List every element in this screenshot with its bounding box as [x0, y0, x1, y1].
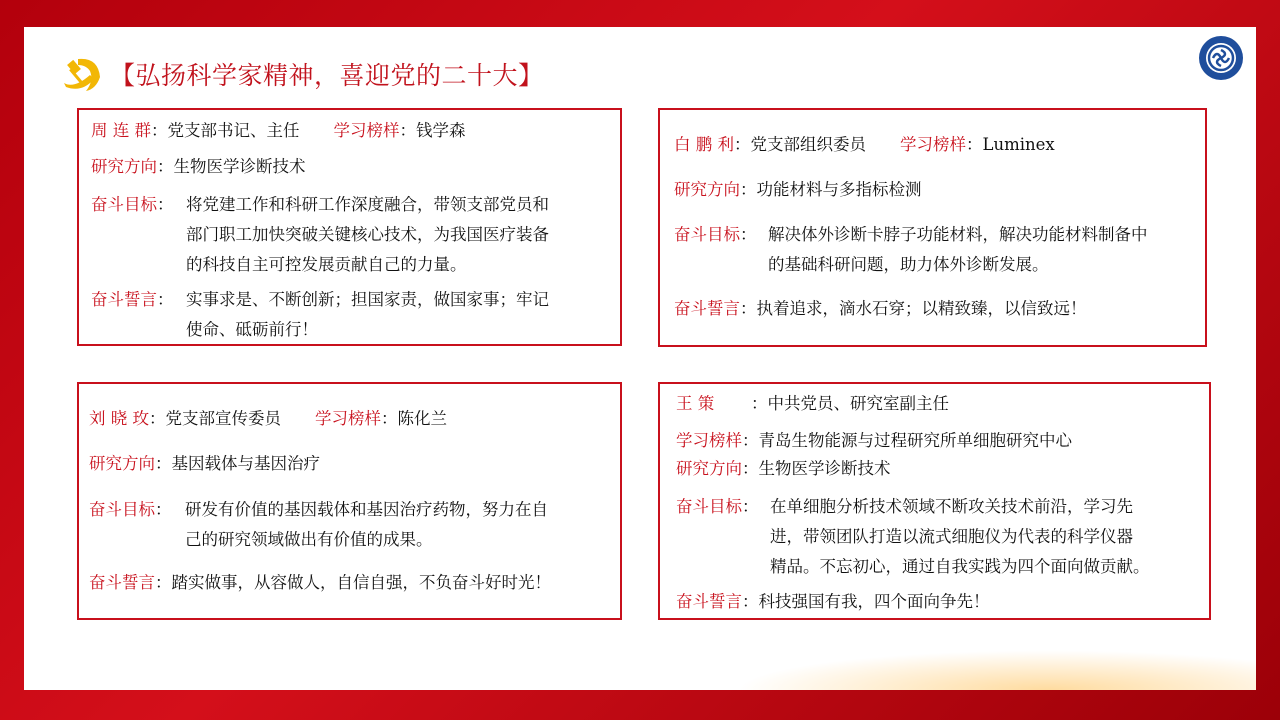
goal-label: 奋斗目标	[676, 497, 742, 516]
oath-line: 实事求是、不断创新；担国家责，做国家事；牢记	[186, 290, 549, 309]
goal-line: 解决体外诊断卡脖子功能材料，解决功能材料制备中	[768, 225, 1148, 244]
oath-label: 奋斗誓言	[91, 290, 157, 309]
member-role: 中共党员、研究室副主任	[767, 394, 949, 413]
goal-line: 己的研究领域做出有价值的成果。	[185, 530, 433, 549]
direction-label: 研究方向	[91, 157, 157, 176]
oath-label: 奋斗誓言	[674, 299, 740, 318]
member-name: 刘 晓 玫	[89, 409, 149, 428]
model-label: 学习榜样	[676, 431, 742, 450]
model-value: Luminex	[982, 135, 1055, 154]
direction-value: 功能材料与多指标检测	[756, 180, 922, 199]
member-card-4: 王 策 ： 中共党员、研究室副主任 学习榜样 ： 青岛生物能源与过程研究所单细胞研究中心 研究方向 ： 生物医学诊断技术 奋斗目标 ： 在单细胞分析技术领域不断攻关技术前沿，学习先 进，带领团队打造以流式细胞仪为代表的科学仪器 精品。不忘初心，通过自我实践为四个面向做贡献。 奋斗誓言 ： 科技强国有我，四个面向争先！	[658, 382, 1211, 620]
goal-line: 部门职工加快突破关键核心技术，为我国医疗装备	[186, 225, 549, 244]
party-emblem-icon	[60, 53, 106, 95]
goal-label: 奋斗目标	[89, 500, 155, 519]
oath-line: 踏实做事，从容做人，自信自强，不负奋斗好时光！	[171, 573, 551, 592]
goal-line: 的基础科研问题，助力体外诊断发展。	[768, 255, 1049, 274]
member-name: 周 连 群	[91, 121, 151, 140]
model-label: 学习榜样	[900, 135, 966, 154]
goal-label: 奋斗目标	[674, 225, 740, 244]
member-role: 党支部宣传委员	[165, 409, 281, 428]
goal-line: 的科技自主可控发展贡献自己的力量。	[186, 255, 467, 274]
member-card-1: 周 连 群 ： 党支部书记、主任 学习榜样 ： 钱学森 研究方向 ： 生物医学诊断技术 奋斗目标 ： 将党建工作和科研工作深度融合，带领支部党员和 部门职工加快突破关键核心技术，为我国医疗装备 的科技自主可控发展贡献自己的力量。 奋斗誓言 ： 实事求是、不断创新；担国家责，做国家事；牢记 使命、砥砺前行！	[77, 108, 622, 346]
title-row	[60, 53, 544, 95]
slide-canvas	[24, 27, 1256, 690]
goal-line: 将党建工作和科研工作深度融合，带领支部党员和	[186, 195, 549, 214]
goal-line: 精品。不忘初心，通过自我实践为四个面向做贡献。	[770, 557, 1150, 576]
member-card-2: 白 鹏 利 ： 党支部组织委员 学习榜样 ： Luminex 研究方向 ： 功能材料与多指标检测 奋斗目标 ： 解决体外诊断卡脖子功能材料，解决功能材料制备中 的基础科研问题，助力体外诊断发展。 奋斗誓言 ： 执着追求，滴水石穿；以精致臻，以信致远！	[658, 108, 1207, 347]
member-role: 党支部组织委员	[750, 135, 866, 154]
model-value: 青岛生物能源与过程研究所单细胞研究中心	[758, 431, 1072, 450]
direction-label: 研究方向	[676, 459, 742, 478]
oath-line: 执着追求，滴水石穿；以精致臻，以信致远！	[756, 299, 1087, 318]
model-value: 钱学森	[416, 121, 466, 140]
goal-line: 研发有价值的基因载体和基因治疗药物，努力在自	[185, 500, 548, 519]
institute-logo-icon	[1198, 35, 1244, 81]
gold-glow-decoration	[736, 650, 1256, 690]
direction-value: 生物医学诊断技术	[758, 459, 891, 478]
goal-line: 进，带领团队打造以流式细胞仪为代表的科学仪器	[770, 527, 1133, 546]
model-value: 陈化兰	[397, 409, 447, 428]
model-label: 学习榜样	[333, 121, 400, 140]
member-name: 白 鹏 利	[674, 135, 734, 154]
direction-value: 生物医学诊断技术	[173, 157, 306, 176]
page-title: 【弘扬科学家精神，喜迎党的二十大】	[110, 61, 544, 90]
oath-line: 使命、砥砺前行！	[186, 320, 318, 339]
member-card-3: 刘 晓 玫 ： 党支部宣传委员 学习榜样 ： 陈化兰 研究方向 ： 基因载体与基因治疗 奋斗目标 ： 研发有价值的基因载体和基因治疗药物，努力在自 己的研究领域做出有价值的成果。 奋斗誓言 ： 踏实做事，从容做人，自信自强，不负奋斗好时光！	[77, 382, 622, 620]
oath-label: 奋斗誓言	[89, 573, 155, 592]
direction-label: 研究方向	[89, 454, 155, 473]
goal-line: 在单细胞分析技术领域不断攻关技术前沿，学习先	[770, 497, 1133, 516]
member-role: 党支部书记、主任	[167, 121, 300, 140]
member-name: 王 策	[676, 394, 715, 413]
goal-label: 奋斗目标	[91, 195, 157, 214]
direction-value: 基因载体与基因治疗	[171, 454, 320, 473]
model-label: 学习榜样	[315, 409, 381, 428]
oath-line: 科技强国有我，四个面向争先！	[758, 592, 990, 611]
oath-label: 奋斗誓言	[676, 592, 742, 611]
direction-label: 研究方向	[674, 180, 740, 199]
